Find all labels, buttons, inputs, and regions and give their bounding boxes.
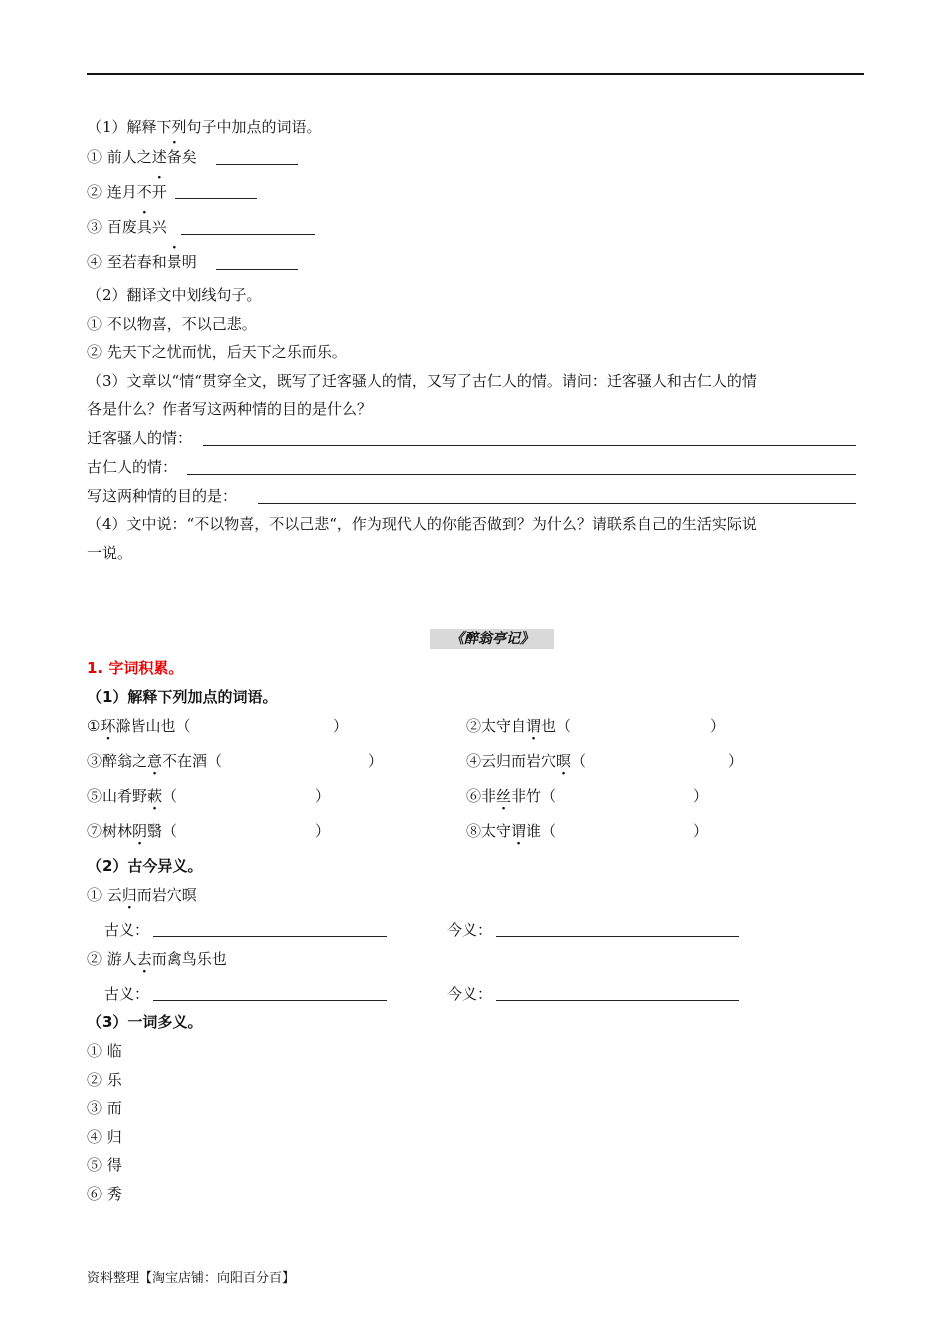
p2-q1-item-5: ⑤山肴野蔌（ xyxy=(87,787,178,805)
modern-label: 今义： xyxy=(447,985,493,1003)
ancient-label: 古义： xyxy=(104,921,150,939)
header-rule xyxy=(87,73,864,75)
dotted-word: 开 xyxy=(151,183,167,201)
dotted-word: 丝 xyxy=(496,787,512,805)
p2-q3-item-2: ② 乐 xyxy=(87,1071,122,1089)
dotted-word: 去 xyxy=(136,950,152,968)
answer-line[interactable] xyxy=(203,445,856,446)
p2-q2-prompt: （2）古今异义。 xyxy=(87,857,203,875)
p2-q2-item-1: ① 云归而岩穴暝 xyxy=(87,886,197,904)
p2-q1-item-6: ⑥非丝非竹（ xyxy=(466,787,557,805)
q1-prompt: （1）解释下列句子中加点的词语。 xyxy=(87,118,322,136)
answer-blank[interactable] xyxy=(181,234,315,235)
close-paren: ） xyxy=(315,787,331,805)
p2-q3-prompt: （3）一词多义。 xyxy=(87,1013,203,1031)
answer-line[interactable] xyxy=(258,503,856,504)
answer-blank[interactable] xyxy=(175,198,257,199)
answer-blank[interactable] xyxy=(216,164,298,165)
p2-q3-item-4: ④ 归 xyxy=(87,1128,122,1146)
answer-line[interactable] xyxy=(153,936,387,937)
close-paren: ） xyxy=(693,822,709,840)
p2-q1-item-2: ②太守自谓也（ xyxy=(466,717,572,735)
q4-line-1: （4）文中说：“不以物喜，不以己悲“，作为现代人的你能否做到？为什么？请联系自己的生活实际说 xyxy=(87,515,757,533)
dotted-word: 意 xyxy=(147,752,163,770)
q1-item-2: ② 连月不开 xyxy=(87,183,167,201)
q2-line-1: ① 不以物喜，不以己悲。 xyxy=(87,315,257,333)
dotted-word: 蔌 xyxy=(147,787,163,805)
p2-q2-item-2: ② 游人去而禽鸟乐也 xyxy=(87,950,227,968)
q3-line-2: 各是什么？作者写这两种情的目的是什么？ xyxy=(87,400,373,418)
q1-item-3: ③ 百废具兴 xyxy=(87,218,167,236)
answer-line[interactable] xyxy=(496,936,739,937)
close-paren: ） xyxy=(315,822,331,840)
modern-label: 今义： xyxy=(447,921,493,939)
q1-item-4: ④ 至若春和景明 xyxy=(87,253,197,271)
dotted-word: 具 xyxy=(136,218,152,236)
ancient-label: 古义： xyxy=(104,985,150,1003)
p2-q1-item-8: ⑧太守谓谁（ xyxy=(466,822,557,840)
close-paren: ） xyxy=(728,752,744,770)
close-paren: ） xyxy=(693,787,709,805)
dotted-word: 谓 xyxy=(511,822,527,840)
q4-line-2: 一说。 xyxy=(87,544,133,562)
q3-label-1: 迁客骚人的情： xyxy=(87,429,193,447)
close-paren: ） xyxy=(710,717,726,735)
answer-blank[interactable] xyxy=(216,269,298,270)
p2-q1-item-3: ③醉翁之意不在酒（ xyxy=(87,752,223,770)
answer-line[interactable] xyxy=(153,1000,387,1001)
section-title: 《醉翁亭记》 xyxy=(430,629,554,649)
q1-item-1: ① 前人之述备矣 xyxy=(87,148,197,166)
dotted-word: 谓 xyxy=(526,717,542,735)
p2-q1-item-4: ④云归而岩穴暝（ xyxy=(466,752,587,770)
p2-q3-item-5: ⑤ 得 xyxy=(87,1156,122,1174)
dotted-word: 暝 xyxy=(556,752,572,770)
p2-q3-item-6: ⑥ 秀 xyxy=(87,1185,122,1203)
q3-line-1: （3）文章以“情“贯穿全文，既写了迁客骚人的情，又写了古仁人的情。请问：迁客骚人和古仁人的情 xyxy=(87,372,757,390)
p2-q3-item-3: ③ 而 xyxy=(87,1099,122,1117)
answer-line[interactable] xyxy=(187,474,856,475)
close-paren: ） xyxy=(333,717,349,735)
q3-label-3: 写这两种情的目的是： xyxy=(87,487,238,505)
q3-label-2: 古仁人的情： xyxy=(87,458,178,476)
dotted-word: 备 xyxy=(166,148,182,166)
p2-q1-item-7: ⑦树林阴翳（ xyxy=(87,822,178,840)
p2-q1-prompt: （1）解释下列加点的词语。 xyxy=(87,688,278,706)
q2-prompt: （2）翻译文中划线句子。 xyxy=(87,286,262,304)
dotted-word: 环 xyxy=(100,717,116,735)
p2-q3-item-1: ① 临 xyxy=(87,1042,122,1060)
dotted-word: 归 xyxy=(121,886,137,904)
part2-heading: 1. 字词积累。 xyxy=(87,659,184,677)
footer-note: 资料整理【淘宝店铺：向阳百分百】 xyxy=(87,1271,296,1286)
p2-q1-item-1: ①环滁皆山也（ xyxy=(87,717,191,735)
q2-line-2: ② 先天下之忧而忧，后天下之乐而乐。 xyxy=(87,343,347,361)
answer-line[interactable] xyxy=(496,1000,739,1001)
dotted-word: 阴 xyxy=(132,822,148,840)
close-paren: ） xyxy=(368,752,384,770)
dotted-word: 景 xyxy=(166,253,182,271)
